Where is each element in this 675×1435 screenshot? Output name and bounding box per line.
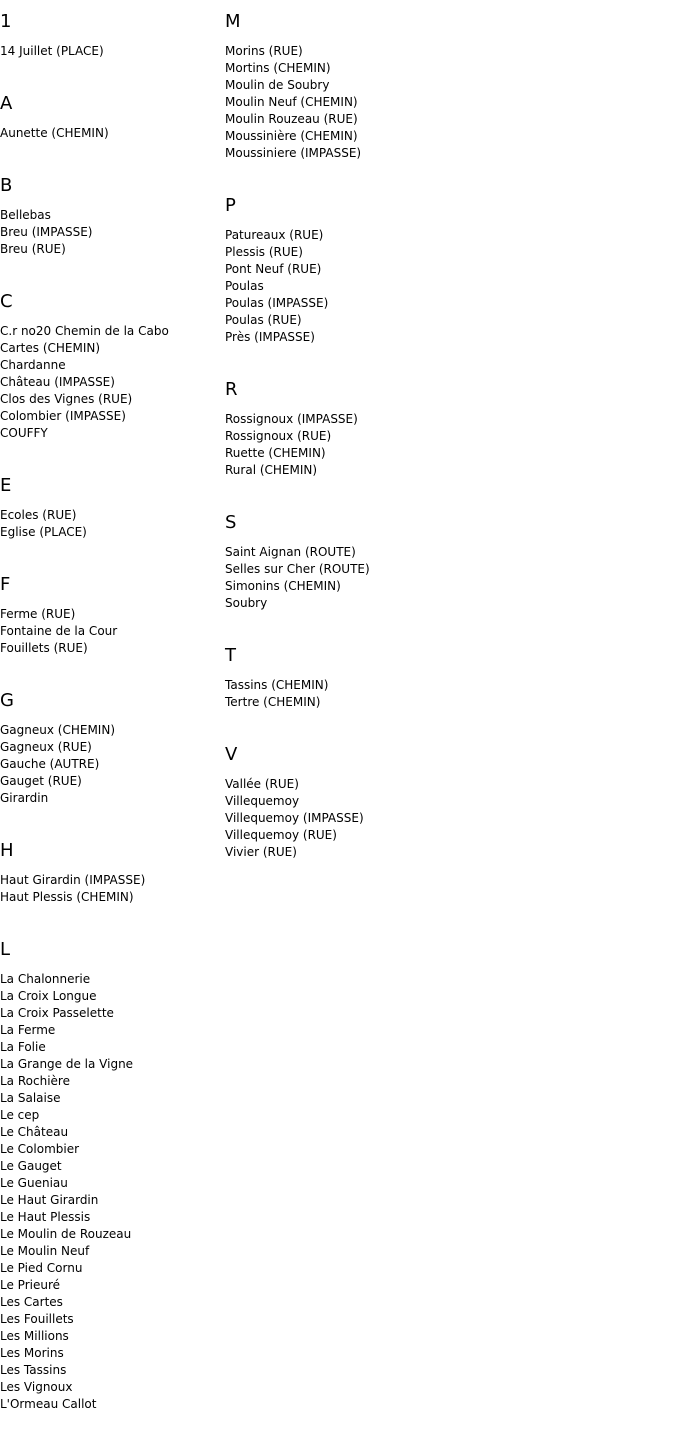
street-item: Le Prieuré — [0, 1278, 61, 1292]
street-item: Vallée (RUE) — [225, 777, 299, 791]
street-item: Breu (IMPASSE) — [0, 225, 93, 239]
street-item: Le Château — [0, 1125, 69, 1139]
street-list — [225, 43, 445, 162]
street-item: Tassins (CHEMIN) — [225, 678, 329, 692]
street-item: La Grange de la Vigne — [0, 1057, 134, 1071]
section-letter-heading: B — [0, 175, 13, 196]
street-item: Les Millions — [0, 1329, 69, 1343]
letter-section — [0, 679, 220, 807]
street-index-column-left — [0, 0, 220, 1435]
letter-section — [225, 501, 445, 612]
street-item: La Salaise — [0, 1091, 61, 1105]
street-list — [225, 227, 445, 346]
section-letter-heading: P — [225, 195, 236, 216]
letter-section — [0, 928, 220, 1413]
street-item: Le Gueniau — [0, 1176, 68, 1190]
street-item: C.r no20 Chemin de la Cabo — [0, 324, 169, 338]
street-item: Saint Aignan (ROUTE) — [225, 545, 356, 559]
street-item: Cartes (CHEMIN) — [0, 341, 101, 355]
section-letter-heading: M — [225, 11, 241, 32]
street-list — [0, 872, 220, 906]
section-letter-heading: L — [0, 939, 11, 960]
street-item: Villequemoy — [225, 794, 300, 808]
street-item: Plessis (RUE) — [225, 245, 303, 259]
street-item: La Croix Passelette — [0, 1006, 114, 1020]
section-letter-heading: C — [0, 291, 13, 312]
street-item: Rural (CHEMIN) — [225, 463, 318, 477]
street-item: La Folie — [0, 1040, 46, 1054]
street-item: Vivier (RUE) — [225, 845, 297, 859]
street-list — [225, 544, 445, 612]
street-item: La Rochière — [0, 1074, 70, 1088]
street-item: Aunette (CHEMIN) — [0, 126, 109, 140]
section-letter-heading: T — [225, 645, 236, 666]
street-list — [0, 971, 220, 1413]
letter-section — [0, 82, 220, 142]
street-item: 14 Juillet (PLACE) — [0, 44, 104, 58]
street-item: Haut Girardin (IMPASSE) — [0, 873, 146, 887]
section-letter-heading: R — [225, 379, 238, 400]
street-item: Eglise (PLACE) — [0, 525, 87, 539]
street-item: Morins (RUE) — [225, 44, 303, 58]
street-index-column-right — [225, 0, 445, 883]
street-item: La Croix Longue — [0, 989, 97, 1003]
street-item: L'Ormeau Callot — [0, 1397, 97, 1411]
street-item: Gauget (RUE) — [0, 774, 82, 788]
street-item: Breu (RUE) — [0, 242, 66, 256]
street-item: Le Haut Plessis — [0, 1210, 91, 1224]
letter-section — [225, 368, 445, 479]
letter-section — [225, 733, 445, 861]
street-list — [0, 323, 220, 442]
letter-section — [225, 634, 445, 711]
street-list — [225, 411, 445, 479]
street-list — [0, 207, 220, 258]
section-letter-heading: F — [0, 574, 11, 595]
letter-section — [0, 829, 220, 906]
street-list — [0, 43, 220, 60]
section-letter-heading: H — [0, 840, 14, 861]
street-list — [225, 776, 445, 861]
street-item: Moussiniere (IMPASSE) — [225, 146, 362, 160]
street-item: Tertre (CHEMIN) — [225, 695, 321, 709]
letter-section — [0, 0, 220, 60]
letter-section — [0, 280, 220, 442]
street-list — [0, 507, 220, 541]
street-item: Soubry — [225, 596, 268, 610]
street-item: Gauche (AUTRE) — [0, 757, 100, 771]
street-item: La Ferme — [0, 1023, 56, 1037]
section-letter-heading: A — [0, 93, 13, 114]
street-item: Le Colombier — [0, 1142, 80, 1156]
street-item: Moulin Rouzeau (RUE) — [225, 112, 358, 126]
street-item: Le Pied Cornu — [0, 1261, 83, 1275]
street-item: Les Morins — [0, 1346, 64, 1360]
street-list — [0, 125, 220, 142]
street-item: Moussinière (CHEMIN) — [225, 129, 358, 143]
street-item: Colombier (IMPASSE) — [0, 409, 126, 423]
street-item: COUFFY — [0, 426, 48, 440]
street-list — [225, 677, 445, 711]
street-item: Villequemoy (IMPASSE) — [225, 811, 364, 825]
street-item: Ecoles (RUE) — [0, 508, 77, 522]
street-item: Fontaine de la Cour — [0, 624, 118, 638]
street-item: Rossignoux (RUE) — [225, 429, 332, 443]
street-item: Moulin Neuf (CHEMIN) — [225, 95, 358, 109]
street-list — [0, 606, 220, 657]
street-item: La Chalonnerie — [0, 972, 91, 986]
street-item: Selles sur Cher (ROUTE) — [225, 562, 370, 576]
section-letter-heading: V — [225, 744, 238, 765]
street-item: Fouillets (RUE) — [0, 641, 88, 655]
street-item: Les Vignoux — [0, 1380, 73, 1394]
street-item: Gagneux (CHEMIN) — [0, 723, 115, 737]
section-letter-heading: E — [0, 475, 12, 496]
street-item: Château (IMPASSE) — [0, 375, 115, 389]
letter-section — [0, 563, 220, 657]
street-item: Haut Plessis (CHEMIN) — [0, 890, 134, 904]
section-letter-heading: S — [225, 512, 237, 533]
street-item: Gagneux (RUE) — [0, 740, 92, 754]
street-item: Pont Neuf (RUE) — [225, 262, 322, 276]
street-item: Le Haut Girardin — [0, 1193, 99, 1207]
street-item: Mortins (CHEMIN) — [225, 61, 331, 75]
street-item: Les Fouillets — [0, 1312, 74, 1326]
street-item: Poulas (RUE) — [225, 313, 302, 327]
letter-section — [225, 0, 445, 162]
street-item: Ruette (CHEMIN) — [225, 446, 326, 460]
street-item: Moulin de Soubry — [225, 78, 330, 92]
street-item: Les Tassins — [0, 1363, 67, 1377]
street-item: Girardin — [0, 791, 49, 805]
section-letter-heading: G — [0, 690, 14, 711]
letter-section — [225, 184, 445, 346]
street-item: Le Moulin Neuf — [0, 1244, 90, 1258]
street-item: Le Moulin de Rouzeau — [0, 1227, 132, 1241]
street-item: Poulas (IMPASSE) — [225, 296, 329, 310]
street-item: Poulas — [225, 279, 264, 293]
street-item: Le cep — [0, 1108, 40, 1122]
section-letter-heading: 1 — [0, 11, 12, 32]
street-item: Clos des Vignes (RUE) — [0, 392, 133, 406]
street-item: Simonins (CHEMIN) — [225, 579, 341, 593]
street-item: Villequemoy (RUE) — [225, 828, 337, 842]
letter-section — [0, 164, 220, 258]
street-item: Ferme (RUE) — [0, 607, 76, 621]
street-item: Patureaux (RUE) — [225, 228, 324, 242]
street-item: Le Gauget — [0, 1159, 62, 1173]
street-item: Rossignoux (IMPASSE) — [225, 412, 358, 426]
street-item: Bellebas — [0, 208, 51, 222]
street-item: Chardanne — [0, 358, 66, 372]
street-item: Les Cartes — [0, 1295, 63, 1309]
street-item: Près (IMPASSE) — [225, 330, 315, 344]
letter-section — [0, 464, 220, 541]
street-list — [0, 722, 220, 807]
